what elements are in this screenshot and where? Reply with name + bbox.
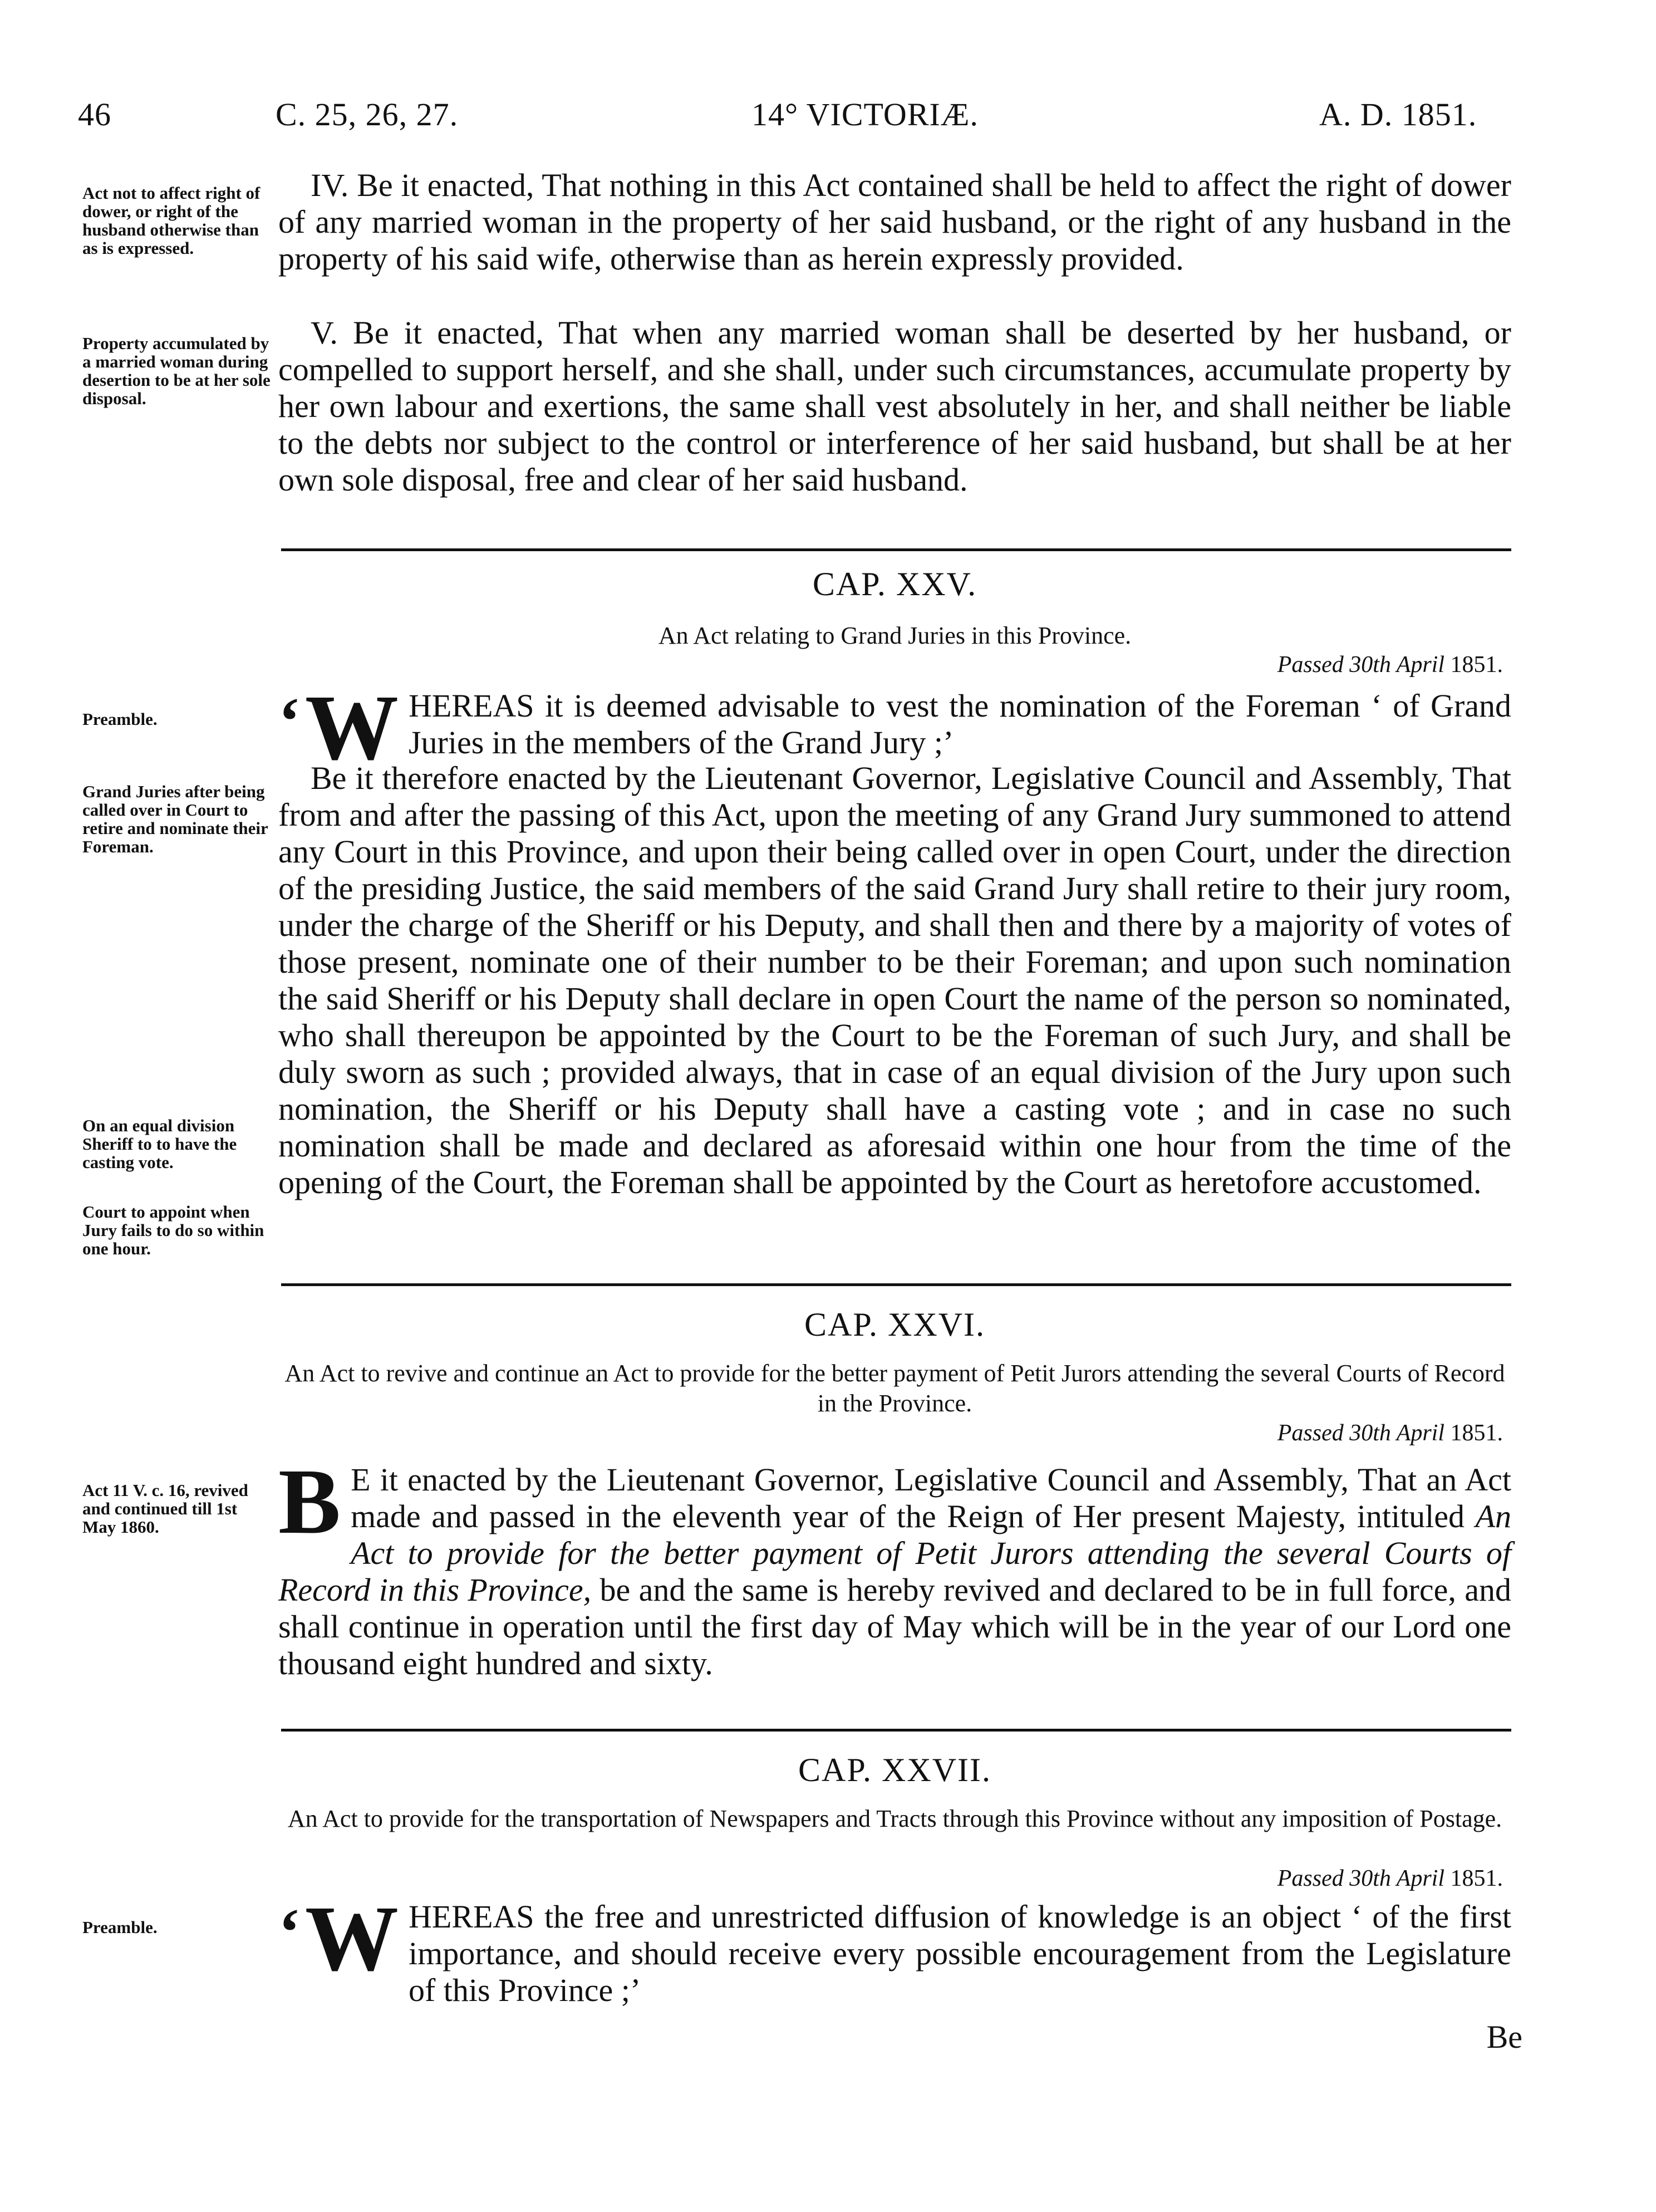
margin-note-grand-juries: Grand Juries after being called over in Court to retire and nominate their Foreman. [82,782,268,856]
cap-25-enacting-text: Be it therefore enacted by the Lieutenant Governor, Legislative Council and Assembly, That from and after the passing of this Act, upon the meeting of any Grand Jury summoned to attend any Court in this Province, and upon their being called over in open Court, under the direction of the presiding Justice, the said members of the said Grand Jury shall retire to their jury room, under the charge of the Sheriff or his Deputy, and shall then and there by a majority of votes of those present, nominate one of their number to be their Foreman; and upon such nomination the said Sheriff or his Deputy shall declare in open Court the name of the person so nominated, who shall thereupon be appointed by the Court to be the Foreman of such Jury, and shall be duly sworn as such ; provided always, that in case of an equal division of the Jury upon such nomination, the Sheriff or his Deputy shall have a casting vote ; and in case no such nomination shall be made and declared as aforesaid within one hour from the time of the opening of the Court, the Foreman shall be appointed by the Court as heretofore accustomed. [278,760,1511,1200]
drop-cap-w: W [304,676,399,779]
cap-26-text-1: E it enacted by the Lieutenant Governor, Legislative Council and Assembly, That an Act made and passed in the eleventh year of the Reign of Her present Majesty, intituled [351,1461,1511,1534]
drop-cap-b: B [278,1450,341,1553]
passed-date: 30th April [1349,1866,1444,1891]
passed-date: 30th April [1349,652,1444,678]
calendar-year: A. D. 1851. [1319,96,1477,133]
passed-label: Passed [1277,1420,1344,1446]
section-divider [281,548,1511,551]
passed-year: 1851. [1450,1420,1503,1446]
regnal-year: 14° VICTORIÆ. [751,96,979,133]
section-v-text: V. Be it enacted, That when any married woman shall be deserted by her husband, or compelled to support herself, and she shall, under such circumstances, accumulate property by her own labour and exertions, the same shall vest absolutely in her, and shall neither be liable to the debts nor subject to the control or interference of her said husband, but shall be at her own sole disposal, free and clear of her said husband. [278,315,1511,498]
page-number: 46 [78,96,111,133]
section-iv-text: IV. Be it enacted, That nothing in this Act contained shall be held to affect the right of dower of any married woman in the property of her said husband, or the right of any husband in the property of his said wife, otherwise than as herein expressly provided. [278,167,1511,277]
cap-27-preamble-text: HEREAS the free and unrestricted diffusion of knowledge is an object ‘ of the first importance, and should receive every possible encouragement from the Legislature of this Province ;’ [408,1899,1511,2008]
cap-25-preamble-text: HEREAS it is deemed advisable to vest the nomination of the Foreman ‘ of Grand Juries in the members of the Grand Jury ;’ [408,688,1511,761]
cap-25-heading: CAP. XXV. [812,566,977,602]
drop-cap-w: W [304,1887,399,1990]
margin-note-act-11: Act 11 V. c. 16, revived and continued till 1st May 1860. [82,1480,248,1537]
chapter-range: C. 25, 26, 27. [276,96,459,133]
passed-year: 1851. [1450,652,1503,678]
section-v [278,315,1511,498]
cap-27-heading: CAP. XXVII. [798,1752,992,1788]
cap-25-enacting [278,760,1511,1201]
margin-note-preamble-25: Preamble. [82,709,158,729]
opening-quote: ‘ [278,1895,301,1969]
cap-26-heading: CAP. XXVI. [804,1306,986,1343]
cap-27-preamble [278,1887,1511,2009]
passed-label: Passed [1277,652,1344,678]
cap-25-title: An Act relating to Grand Juries in this Province. [658,622,1132,649]
margin-note-property: Property accumulated by a married woman during desertion to be at her sole disposal. [82,333,271,408]
cap-25-preamble [278,676,1511,779]
cap-26-act-title: An Act to provide for the better payment of Petit Jurors attending the several Courts of Record in this Province, [278,1498,1511,1608]
passed-year: 1851. [1450,1866,1503,1891]
opening-quote: ‘ [278,684,301,758]
margin-note-court-appoint: Court to appoint when Jury fails to do so within one hour. [82,1202,264,1258]
catchword: Be [1486,2019,1522,2055]
margin-note-equal-division: On an equal division Sheriff to to have the casting vote. [82,1116,237,1172]
margin-note-preamble-27: Preamble. [82,1917,158,1937]
passed-label: Passed [1277,1866,1344,1891]
cap-26-text-2: be and the same is hereby revived and declared to be in full force, and shall continue in operation until the first day of May which will be in the year of our Lord one thousand eight hundred and sixty. [278,1572,1511,1681]
cap-25-passed [1277,651,1503,678]
margin-note-dower: Act not to affect right of dower, or right of the husband otherwise than as is expressed. [82,183,261,258]
cap-divider [281,1283,1511,1286]
cap-27-passed [1277,1865,1503,1892]
cap-divider [281,1729,1511,1732]
cap-26-body [278,1450,1511,1682]
section-iv [278,167,1511,277]
cap-26-title: An Act to revive and continue an Act to provide for the better payment of Petit Jurors attending the several Courts of Record in the Province. [284,1360,1505,1417]
passed-date: 30th April [1349,1420,1444,1446]
cap-26-passed [1277,1420,1503,1446]
cap-27-title: An Act to provide for the transportation of Newspapers and Tracts through this Province without any imposition of Postage. [287,1805,1502,1832]
